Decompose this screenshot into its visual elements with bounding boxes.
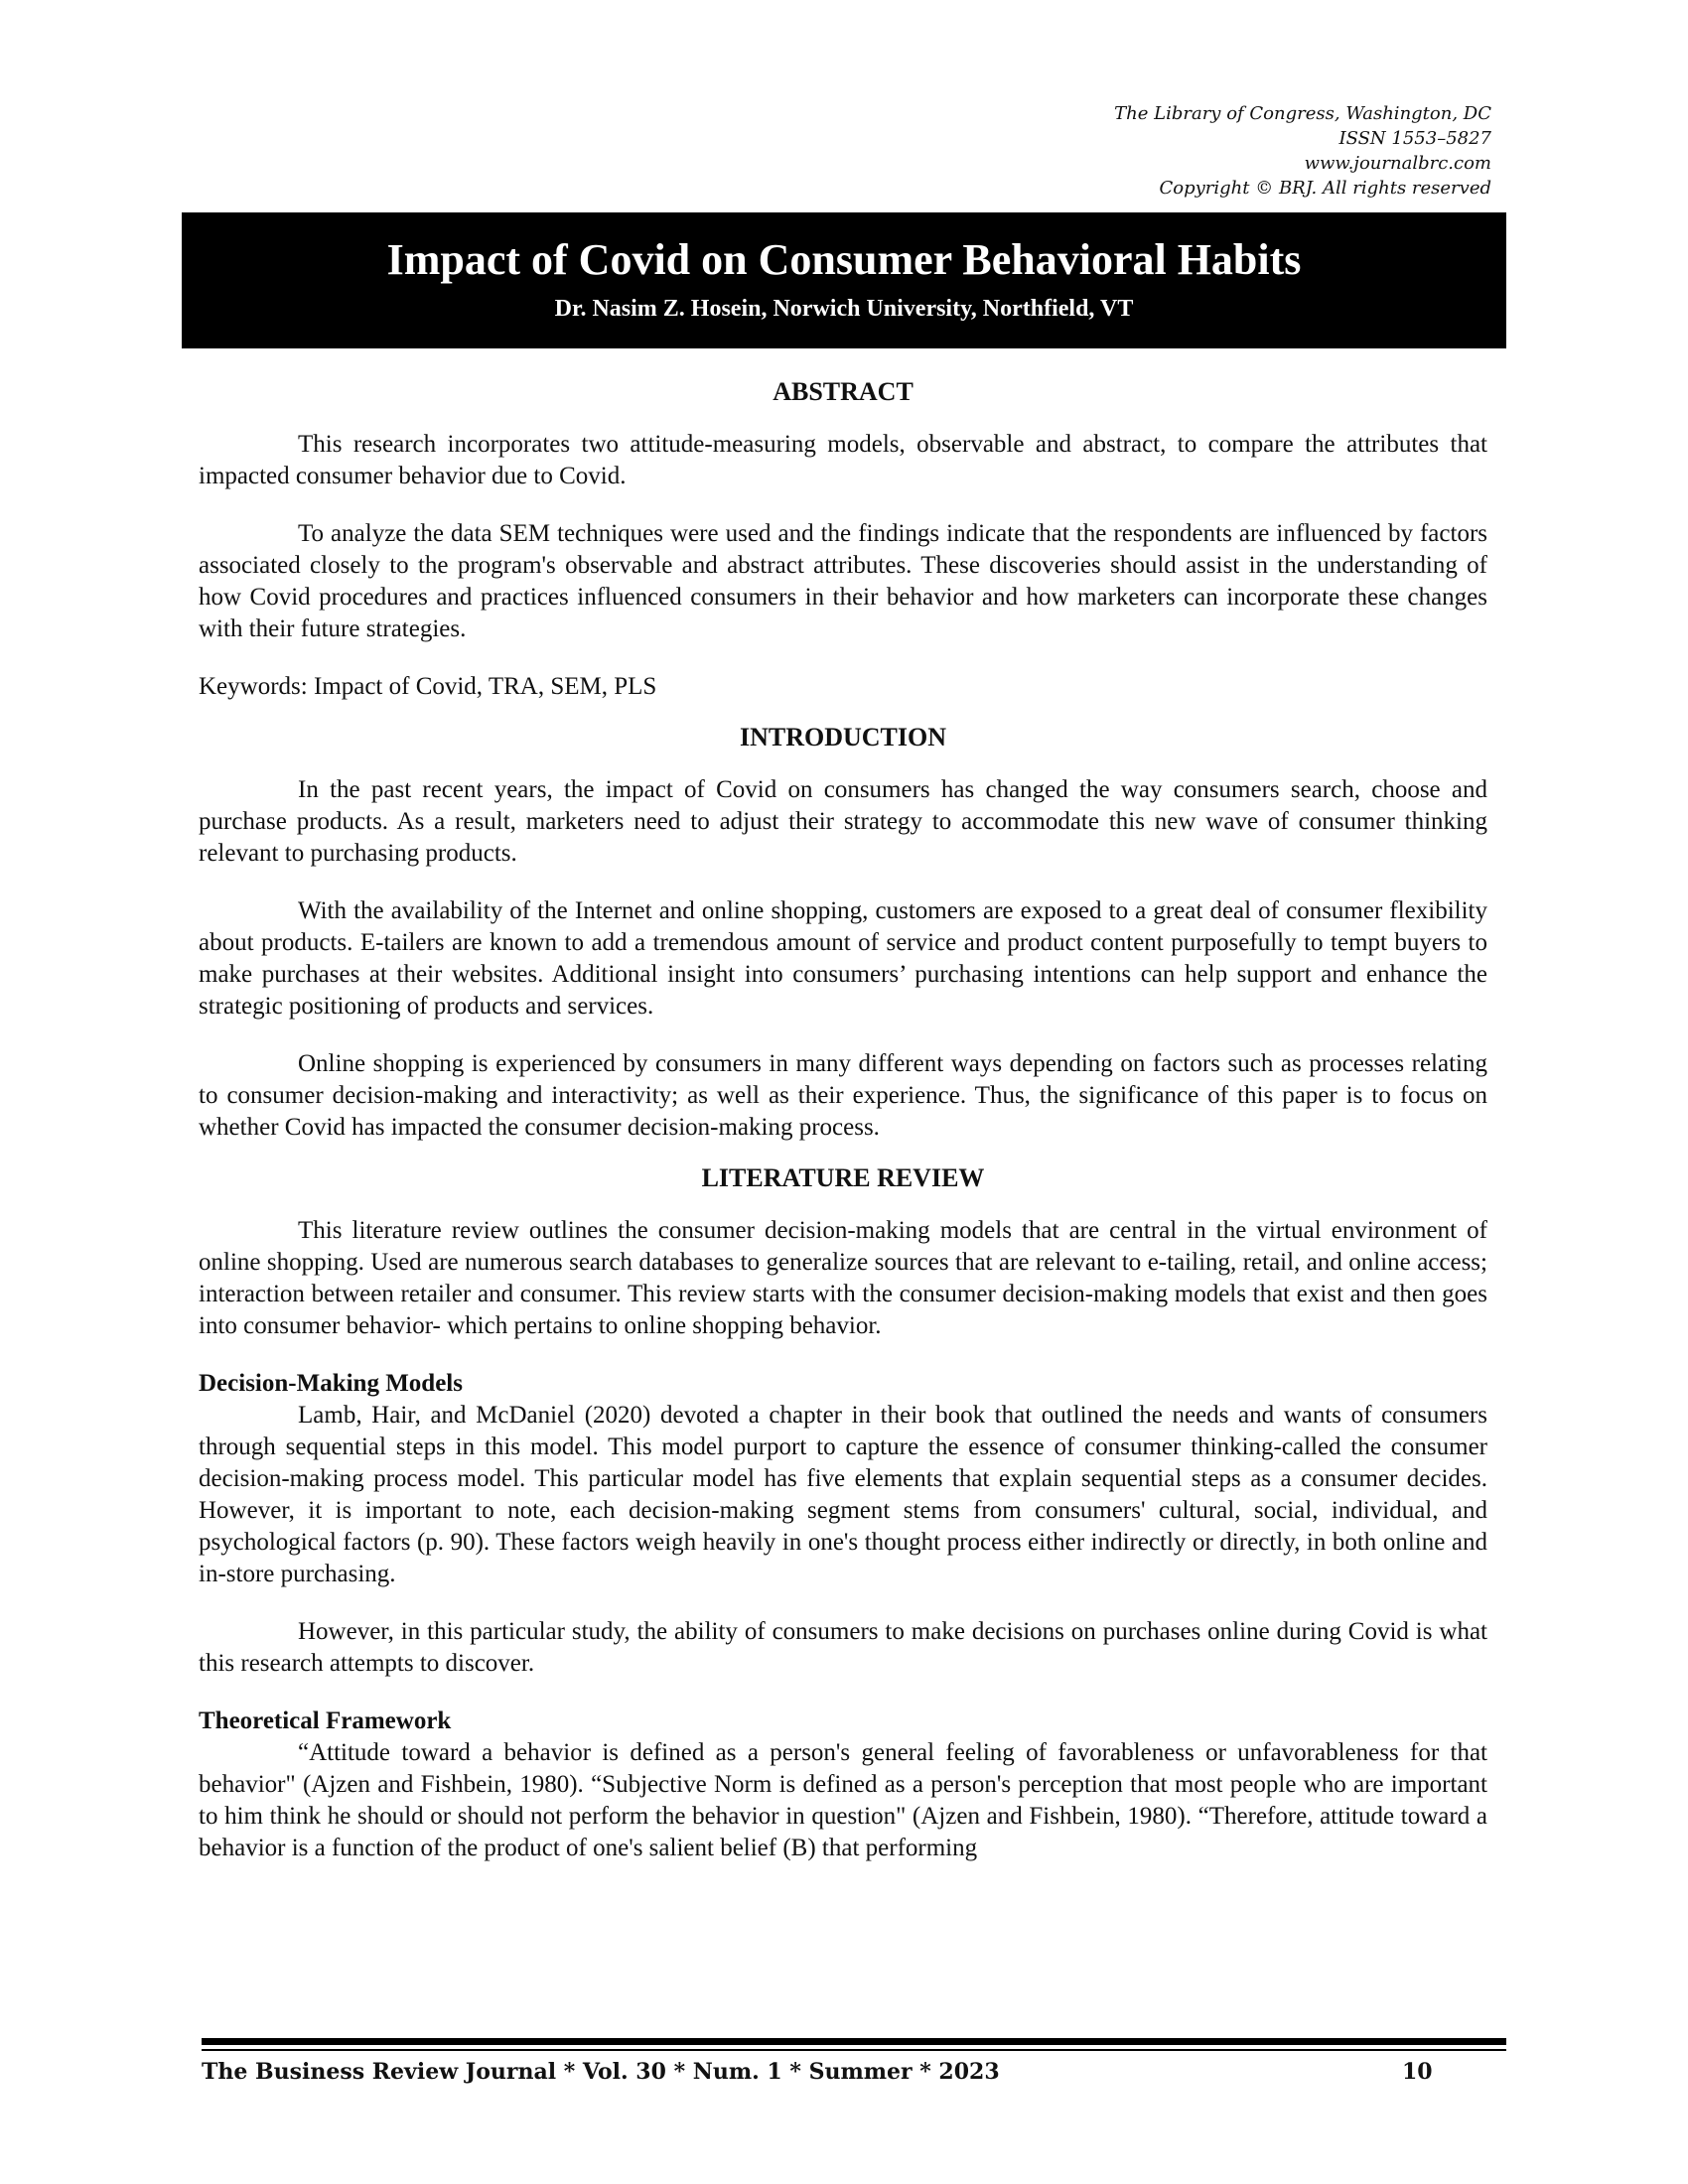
journal-meta: [1114, 101, 1491, 201]
literature-paragraph-2: Lamb, Hair, and McDaniel (2020) devoted a chapter in their book that outlined the needs and wants of consumers through sequential steps in this model. This model purport to capture the essence of consumer thinking-called the consumer decision-making process model. This particular model has five elements that explain sequential steps as a consumer decides. However, it is important to note, each decision-making segment stems from consumers' cultural, social, individual, and psychological factors (p. 90). These factors weigh heavily in one's thought process either indirectly or directly, in both online and in-store purchasing.: [199, 1402, 1487, 1587]
literature-paragraph-3: However, in this particular study, the ability of consumers to make decisions on purchases online during Covid is what this research attempts to discover.: [199, 1618, 1487, 1677]
abstract-heading: ABSTRACT: [773, 377, 914, 406]
literature-paragraph-1: This literature review outlines the consumer decision-making models that are central in the virtual environment of online shopping. Used are numerous search databases to generalize sources that are relevant to e-tailing, retail, and online access; interaction between retailer and consumer. This review starts with the consumer decision-making models that exist and then goes into consumer behavior- which pertains to online shopping behavior.: [199, 1217, 1487, 1339]
keywords: Keywords: Impact of Covid, TRA, SEM, PLS: [199, 673, 657, 700]
decision-making-heading: Decision-Making Models: [199, 1370, 463, 1397]
meta-issn: ISSN 1553–5827: [1338, 128, 1491, 149]
paper-title: Impact of Covid on Consumer Behavioral Habits: [386, 235, 1302, 284]
literature-heading: LITERATURE REVIEW: [701, 1163, 985, 1192]
article-body: [199, 365, 1487, 1890]
title-banner: [182, 212, 1506, 348]
abstract-paragraph-1: This research incorporates two attitude-measuring models, observable and abstract, to compare the attributes that impacted consumer behavior due to Covid.: [199, 431, 1487, 489]
abstract-paragraph-2: To analyze the data SEM techniques were used and the findings indicate that the respondents are influenced by factors associated closely to the program's observable and abstract attributes. These discoveries should assist in the understanding of how Covid procedures and practices influenced consumers in their behavior and how marketers can incorporate these changes with their future strategies.: [199, 520, 1487, 642]
footer-journal: The Business Review Journal * Vol. 30 * Num. 1 * Summer * 2023: [202, 2059, 1000, 2085]
meta-copyright: Copyright © BRJ. All rights reserved: [1159, 178, 1491, 199]
literature-paragraph-4: “Attitude toward a behavior is defined as a person's general feeling of favorableness or unfavorableness for that behavior" (Ajzen and Fishbein, 1980). “Subjective Norm is defined as a person's perception that most people who are important to him think he should or should not perform the behavior in question" (Ajzen and Fishbein, 1980). “Therefore, attitude toward a behavior is a function of the product of one's salient belief (B) that performing: [199, 1739, 1487, 1861]
introduction-paragraph-3: Online shopping is experienced by consumers in many different ways depending on factors such as processes relating to consumer decision-making and interactivity; as well as their experience. Thus, the significance of this paper is to focus on whether Covid has impacted the consumer decision-making process.: [199, 1050, 1487, 1141]
meta-library: The Library of Congress, Washington, DC: [1114, 103, 1491, 124]
introduction-paragraph-2: With the availability of the Internet and online shopping, customers are exposed to a great deal of consumer flexibility about products. E-tailers are known to add a tremendous amount of service and product content purposefully to tempt buyers to make purchases at their websites. Additional insight into consumers’ purchasing intentions can help support and enhance the strategic positioning of products and services.: [199, 897, 1487, 1020]
meta-website: www.journalbrc.com: [1304, 153, 1491, 174]
introduction-heading: INTRODUCTION: [739, 723, 947, 751]
introduction-paragraph-1: In the past recent years, the impact of Covid on consumers has changed the way consumers search, choose and purchase products. As a result, marketers need to adjust their strategy to accommodate this new wave of consumer thinking relevant to purchasing products.: [199, 776, 1487, 867]
paper-author: Dr. Nasim Z. Hosein, Norwich University, Northfield, VT: [554, 296, 1134, 322]
page-number: 10: [1402, 2059, 1433, 2085]
footer-rule-thin: [202, 2049, 1506, 2051]
footer-rule-thick: [202, 2038, 1506, 2045]
theoretical-framework-heading: Theoretical Framework: [199, 1707, 452, 1734]
